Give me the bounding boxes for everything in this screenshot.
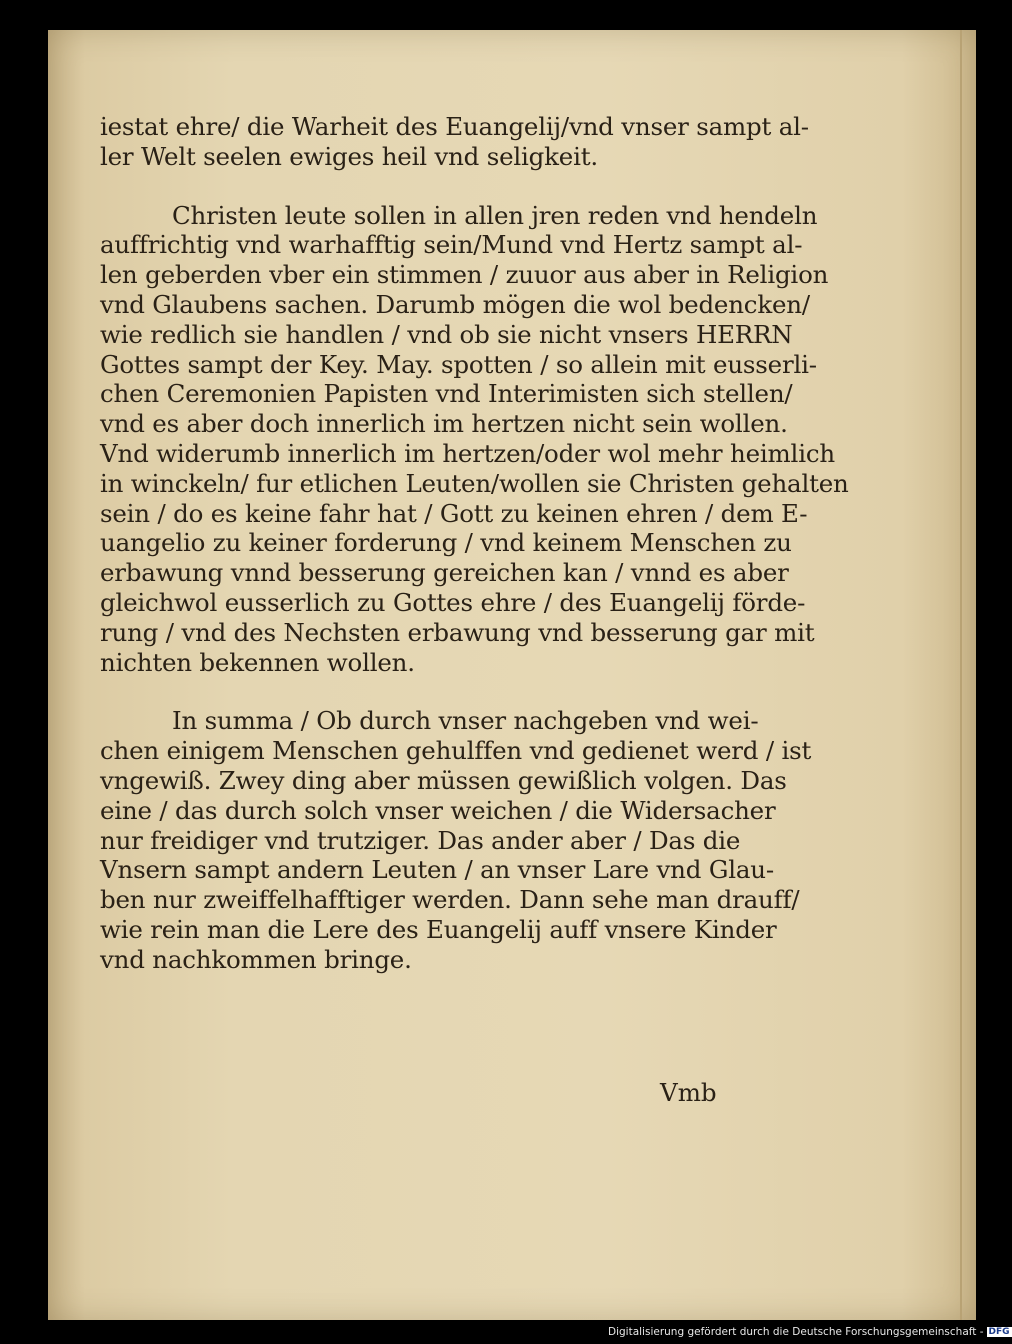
text-line: gleichwol eusserlich zu Gottes ehre / des Euangelij förde-	[100, 587, 806, 617]
text-line: vnd es aber doch innerlich im hertzen nicht sein wollen.	[100, 409, 788, 439]
text-line: wie redlich sie handlen / vnd ob sie nicht vnsers HERRN	[100, 319, 793, 349]
text-line: vnd Glaubens sachen. Darumb mögen die wol bedencken/	[100, 289, 810, 319]
paragraph-2	[100, 200, 849, 678]
text-line: Vnd widerumb innerlich im hertzen/oder wol mehr heimlich	[100, 438, 835, 468]
text-line: erbawung vnnd besserung gereichen kan / vnnd es aber	[100, 558, 789, 588]
text-line: uangelio zu keiner forderung / vnd keinem Menschen zu	[100, 528, 792, 558]
paragraph-3	[100, 706, 812, 974]
book-page	[48, 30, 976, 1320]
text-line: nichten bekennen wollen.	[100, 647, 415, 677]
text-line: vngewiß. Zwey ding aber müssen gewißlich volgen. Das	[100, 765, 787, 795]
text-line: ben nur zweiffelhafftiger werden. Dann sehe man drauff/	[100, 885, 800, 915]
digitization-credit	[608, 1326, 1012, 1338]
text-line: In summa / Ob durch vnser nachgeben vnd wei-	[172, 706, 759, 736]
text-line: vnd nachkommen bringe.	[100, 944, 412, 974]
text-line: wie rein man die Lere des Euangelij auff vnsere Kinder	[100, 914, 777, 944]
catchword: Vmb	[660, 1078, 717, 1107]
text-line: Christen leute sollen in allen jren reden vnd hendeln	[172, 200, 818, 230]
credit-text: Digitalisierung gefördert durch die Deutsche Forschungsgemeinschaft -	[608, 1326, 984, 1338]
text-line: chen Ceremonien Papisten vnd Interimisten sich stellen/	[100, 379, 793, 409]
text-line: iestat ehre/ die Warheit des Euangelij/vnd vnser sampt al-	[100, 112, 809, 141]
text-line: len geberden vber ein stimmen / zuuor aus aber in Religion	[100, 260, 829, 290]
dfg-logo: DFG	[988, 1327, 1010, 1337]
text-line: nur freidiger vnd trutziger. Das ander aber / Das die	[100, 825, 741, 855]
text-line: ler Welt seelen ewiges heil vnd seligkeit.	[100, 141, 598, 171]
text-line: in winckeln/ fur etlichen Leuten/wollen sie Christen gehalten	[100, 468, 849, 498]
text-line: eine / das durch solch vnser weichen / die Widersacher	[100, 795, 776, 825]
text-line: rung / vnd des Nechsten erbawung vnd besserung gar mit	[100, 617, 815, 647]
paragraph-1	[100, 112, 809, 172]
page-edge	[960, 30, 962, 1320]
text-line: Gottes sampt der Key. May. spotten / so allein mit eusserli-	[100, 349, 817, 379]
text-line: Vnsern sampt andern Leuten / an vnser Lare vnd Glau-	[100, 855, 774, 885]
text-line: sein / do es keine fahr hat / Gott zu keinen ehren / dem E-	[100, 498, 808, 528]
page-text	[100, 112, 849, 975]
text-line: auffrichtig vnd warhafftig sein/Mund vnd Hertz sampt al-	[100, 230, 803, 260]
text-line: chen einigem Menschen gehulffen vnd gedienet werd / ist	[100, 736, 812, 766]
